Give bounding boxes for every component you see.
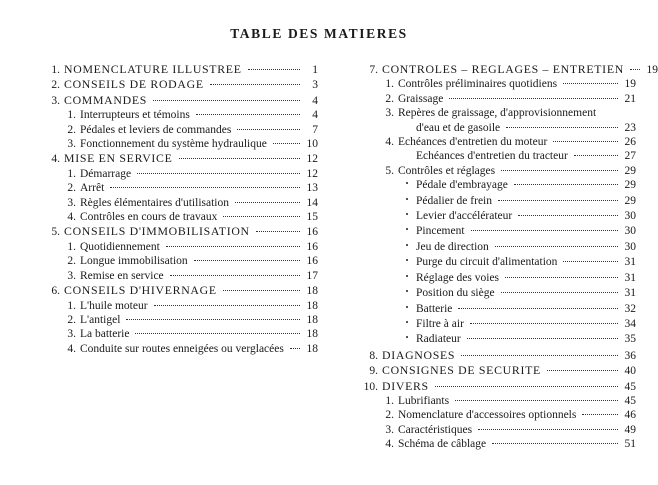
toc-entry-label: Echéances d'entretien du tracteur bbox=[416, 150, 568, 163]
toc-entry-page: 31 bbox=[624, 287, 636, 300]
toc-entry[interactable] bbox=[336, 149, 636, 163]
toc-entry-page: 34 bbox=[624, 317, 636, 330]
toc-entry-page: 40 bbox=[624, 365, 636, 378]
toc-entry-label: Remise en service bbox=[80, 269, 164, 282]
toc-leader-dots bbox=[154, 304, 300, 306]
toc-entry-number: • bbox=[405, 210, 409, 220]
toc-entry[interactable] bbox=[18, 77, 318, 92]
toc-entry-label: Contrôles préliminaires quotidiens bbox=[398, 78, 558, 91]
toc-entry-number: 1. bbox=[67, 167, 76, 180]
toc-entry-label: Pincement bbox=[416, 225, 465, 238]
toc-entry-page: 29 bbox=[624, 194, 636, 207]
toc-entry[interactable] bbox=[18, 93, 318, 108]
toc-entry-page: 18 bbox=[306, 285, 318, 298]
toc-entry-number: 4. bbox=[385, 438, 394, 451]
toc-leader-dots bbox=[110, 186, 300, 188]
toc-entry-number: 4. bbox=[51, 153, 60, 166]
toc-entry-page: 12 bbox=[306, 153, 318, 166]
toc-entry-page: 18 bbox=[306, 342, 318, 355]
toc-entry-label: Caractéristiques bbox=[398, 423, 473, 436]
toc-entry-page: 27 bbox=[624, 150, 636, 163]
toc-leader-dots bbox=[223, 215, 300, 217]
toc-leader-dots bbox=[498, 199, 618, 201]
toc-entry-label: DIVERS bbox=[382, 378, 429, 393]
toc-entry-page: 45 bbox=[624, 394, 636, 407]
toc-entry-page: 19 bbox=[624, 78, 636, 91]
toc-column-right bbox=[336, 62, 658, 452]
toc-leader-dots bbox=[582, 413, 618, 415]
toc-entry[interactable] bbox=[18, 283, 318, 298]
toc-entry-label: L'antigel bbox=[80, 313, 121, 326]
toc-entry[interactable] bbox=[18, 224, 318, 239]
toc-leader-dots bbox=[455, 399, 618, 401]
toc-entry-label: Règles élémentaires d'utilisation bbox=[80, 196, 229, 209]
toc-entry[interactable] bbox=[336, 62, 658, 77]
toc-entry-page: 29 bbox=[624, 179, 636, 192]
toc-entry-number: 5. bbox=[51, 226, 60, 239]
toc-entry-label: Echéances d'entretien du moteur bbox=[398, 136, 548, 149]
toc-entry-page: 18 bbox=[306, 299, 318, 312]
toc-entry-number: 4. bbox=[67, 342, 76, 355]
toc-leader-dots bbox=[166, 245, 300, 247]
toc-entry-number: • bbox=[405, 179, 409, 189]
toc-entry-label: Radiateur bbox=[416, 333, 461, 346]
toc-leader-dots bbox=[273, 142, 300, 144]
toc-entry-number: • bbox=[405, 225, 409, 235]
toc-entry[interactable] bbox=[336, 423, 636, 437]
toc-entry-page: 17 bbox=[306, 269, 318, 282]
toc-entry-number: 2. bbox=[51, 79, 60, 92]
toc-entry-number: 2. bbox=[385, 92, 394, 105]
toc-entry-page: 18 bbox=[306, 313, 318, 326]
toc-entry[interactable] bbox=[336, 92, 636, 106]
toc-entry-label: Contrôles et réglages bbox=[398, 164, 496, 177]
toc-entry-page: 49 bbox=[624, 423, 636, 436]
toc-leader-dots bbox=[574, 154, 618, 156]
toc-entry-page: 19 bbox=[646, 64, 658, 76]
toc-entry-number: 1. bbox=[67, 109, 76, 122]
toc-leader-dots bbox=[514, 183, 618, 185]
toc-entry-page: 14 bbox=[306, 196, 318, 209]
toc-entry-label: CONSEILS D'HIVERNAGE bbox=[64, 283, 217, 298]
toc-leader-dots bbox=[458, 307, 618, 309]
toc-entry-label: L'huile moteur bbox=[80, 299, 148, 312]
toc-entry-page: 16 bbox=[306, 240, 318, 253]
toc-leader-dots bbox=[470, 322, 618, 324]
toc-entry-page: 1 bbox=[312, 64, 318, 76]
toc-entry-page: 26 bbox=[624, 136, 636, 149]
toc-columns bbox=[18, 62, 658, 452]
toc-leader-dots bbox=[248, 68, 300, 70]
toc-entry-label: Lubrifiants bbox=[398, 394, 450, 407]
toc-leader-dots bbox=[223, 289, 300, 291]
toc-entry[interactable] bbox=[18, 342, 318, 356]
toc-entry[interactable] bbox=[336, 271, 636, 286]
toc-leader-dots bbox=[179, 157, 300, 159]
toc-entry-page: 4 bbox=[312, 94, 318, 107]
toc-entry-number: • bbox=[405, 317, 409, 327]
toc-leader-dots bbox=[563, 82, 618, 84]
toc-leader-dots bbox=[153, 99, 300, 101]
toc-entry-number: 6. bbox=[51, 285, 60, 298]
toc-leader-dots bbox=[461, 354, 618, 356]
toc-entry-label: Pédales et leviers de commandes bbox=[80, 123, 232, 136]
toc-leader-dots bbox=[126, 318, 300, 320]
toc-entry-page: 45 bbox=[624, 380, 636, 393]
toc-entry-page: 51 bbox=[624, 438, 636, 451]
toc-entry[interactable] bbox=[18, 181, 318, 195]
toc-entry-number: 10. bbox=[363, 380, 378, 393]
toc-leader-dots bbox=[630, 68, 640, 70]
toc-entry-label: Repères de graissage, d'approvisionnement bbox=[398, 107, 597, 120]
toc-entry-number: 2. bbox=[67, 123, 76, 136]
toc-entry-label: La batterie bbox=[80, 328, 130, 341]
toc-entry-number: • bbox=[405, 271, 409, 281]
toc-entry-number: • bbox=[405, 302, 409, 312]
toc-entry[interactable] bbox=[18, 62, 318, 77]
toc-entry-label: MISE EN SERVICE bbox=[64, 151, 173, 166]
toc-entry-page: 13 bbox=[306, 182, 318, 195]
toc-entry[interactable] bbox=[336, 209, 636, 224]
toc-entry-label: Conduite sur routes enneigées ou verglacées bbox=[80, 342, 284, 355]
toc-entry[interactable] bbox=[18, 123, 318, 137]
toc-entry[interactable] bbox=[336, 224, 636, 239]
toc-entry-page: 35 bbox=[624, 333, 636, 346]
toc-entry-number: 2. bbox=[67, 255, 76, 268]
toc-entry[interactable] bbox=[336, 363, 636, 378]
toc-entry[interactable] bbox=[336, 106, 636, 120]
toc-entry-label: DIAGNOSES bbox=[382, 347, 456, 362]
toc-leader-dots bbox=[478, 428, 618, 430]
toc-leader-dots bbox=[137, 172, 300, 174]
toc-entry-label: CONSIGNES DE SECURITE bbox=[382, 363, 541, 378]
toc-entry[interactable] bbox=[18, 210, 318, 224]
toc-leader-dots bbox=[290, 347, 300, 349]
toc-entry[interactable] bbox=[18, 137, 318, 151]
toc-entry[interactable] bbox=[336, 379, 636, 394]
toc-entry-number: 3. bbox=[67, 196, 76, 209]
toc-entry-page: 30 bbox=[624, 225, 636, 238]
toc-entry-number: 3. bbox=[67, 138, 76, 151]
toc-leader-dots bbox=[563, 260, 618, 262]
toc-leader-dots bbox=[501, 291, 618, 293]
toc-entry[interactable] bbox=[336, 348, 636, 363]
toc-leader-dots bbox=[471, 229, 618, 231]
toc-entry-label: Arrêt bbox=[80, 182, 105, 195]
toc-entry[interactable] bbox=[18, 313, 318, 327]
toc-entry-number: 1. bbox=[385, 394, 394, 407]
toc-entry-label: Pédalier de frein bbox=[416, 194, 492, 207]
toc-entry-label: Purge du circuit d'alimentation bbox=[416, 256, 558, 269]
toc-entry-label: Batterie bbox=[416, 302, 453, 315]
toc-entry-page: 46 bbox=[624, 409, 636, 422]
toc-leader-dots bbox=[495, 245, 618, 247]
toc-leader-dots bbox=[135, 332, 300, 334]
toc-entry-page: 7 bbox=[312, 123, 318, 136]
toc-leader-dots bbox=[196, 113, 300, 115]
toc-entry-page: 36 bbox=[624, 349, 636, 362]
toc-entry-page: 16 bbox=[306, 255, 318, 268]
toc-entry-label: Schéma de câblage bbox=[398, 438, 487, 451]
toc-entry[interactable] bbox=[336, 194, 636, 209]
toc-entry-page: 15 bbox=[306, 211, 318, 224]
toc-entry[interactable] bbox=[18, 269, 318, 283]
toc-leader-dots bbox=[170, 274, 300, 276]
toc-leader-dots bbox=[256, 230, 300, 232]
toc-entry-label: Nomenclature d'accessoires optionnels bbox=[398, 409, 577, 422]
toc-entry-number: 2. bbox=[67, 182, 76, 195]
toc-leader-dots bbox=[237, 128, 300, 130]
toc-entry-page: 18 bbox=[306, 328, 318, 341]
toc-leader-dots bbox=[518, 214, 618, 216]
toc-leader-dots bbox=[506, 126, 618, 128]
toc-entry-label: COMMANDES bbox=[64, 92, 147, 107]
toc-entry-page: 31 bbox=[624, 256, 636, 269]
toc-leader-dots bbox=[547, 369, 618, 371]
toc-leader-dots bbox=[449, 97, 618, 99]
toc-leader-dots bbox=[492, 442, 618, 444]
toc-entry-label: Démarrage bbox=[80, 167, 132, 180]
toc-entry[interactable] bbox=[336, 255, 636, 270]
toc-entry-number: 2. bbox=[67, 313, 76, 326]
toc-leader-dots bbox=[467, 337, 618, 339]
toc-entry-label: Longue immobilisation bbox=[80, 255, 188, 268]
toc-entry[interactable] bbox=[336, 317, 636, 332]
toc-entry-label: Jeu de direction bbox=[416, 240, 489, 253]
toc-entry[interactable] bbox=[18, 254, 318, 268]
toc-entry-number: 1. bbox=[385, 78, 394, 91]
toc-leader-dots bbox=[194, 259, 300, 261]
page-title: TABLE DES MATIERES bbox=[230, 26, 408, 41]
toc-entry[interactable] bbox=[336, 286, 636, 301]
toc-entry[interactable] bbox=[336, 408, 636, 422]
toc-entry-number: 2. bbox=[385, 409, 394, 422]
toc-entry[interactable] bbox=[18, 167, 318, 181]
toc-entry-number: 3. bbox=[385, 423, 394, 436]
toc-entry-number: 3. bbox=[67, 328, 76, 341]
toc-entry-label: Position du siège bbox=[416, 287, 495, 300]
toc-entry-label: CONTROLES – REGLAGES – ENTRETIEN bbox=[382, 62, 624, 76]
toc-entry[interactable] bbox=[336, 121, 636, 135]
toc-entry-page: 32 bbox=[624, 302, 636, 315]
toc-entry[interactable] bbox=[336, 437, 636, 451]
toc-entry-number: 3. bbox=[67, 269, 76, 282]
toc-entry-number: 4. bbox=[67, 211, 76, 224]
toc-entry-label: Interrupteurs et témoins bbox=[80, 109, 190, 122]
toc-entry-label: CONSEILS DE RODAGE bbox=[64, 77, 204, 92]
toc-entry-number: 3. bbox=[51, 94, 60, 107]
toc-entry-number: • bbox=[405, 287, 409, 297]
toc-entry-number: 1. bbox=[51, 64, 60, 76]
toc-entry-label: Fonctionnement du système hydraulique bbox=[80, 138, 267, 151]
toc-entry[interactable] bbox=[336, 77, 636, 91]
toc-entry-page: 21 bbox=[624, 92, 636, 105]
toc-entry-number: • bbox=[405, 194, 409, 204]
toc-entry-page: 31 bbox=[624, 271, 636, 284]
toc-entry[interactable] bbox=[336, 164, 636, 178]
toc-entry-number: 9. bbox=[369, 365, 378, 378]
toc-entry-label: Graissage bbox=[398, 92, 444, 105]
toc-leader-dots bbox=[435, 385, 618, 387]
toc-entry[interactable] bbox=[18, 240, 318, 254]
toc-entry-page: 23 bbox=[624, 121, 636, 134]
toc-entry-page: 30 bbox=[624, 240, 636, 253]
toc-entry-label: CONSEILS D'IMMOBILISATION bbox=[64, 224, 250, 239]
toc-entry-page: 4 bbox=[312, 109, 318, 122]
toc-entry-label: Levier d'accélérateur bbox=[416, 210, 513, 223]
toc-leader-dots bbox=[501, 169, 618, 171]
toc-entry-number: 1. bbox=[67, 240, 76, 253]
toc-leader-dots bbox=[505, 276, 618, 278]
toc-entry-label: d'eau et de gasoile bbox=[416, 121, 501, 134]
toc-entry-page: 16 bbox=[306, 226, 318, 239]
toc-entry-page: 12 bbox=[306, 167, 318, 180]
toc-entry-number: 8. bbox=[369, 349, 378, 362]
toc-entry-page: 10 bbox=[306, 138, 318, 151]
toc-entry-label: Réglage des voies bbox=[416, 271, 500, 284]
toc-entry-label: Filtre à air bbox=[416, 317, 464, 330]
toc-entry[interactable] bbox=[336, 240, 636, 255]
toc-entry-number: • bbox=[405, 256, 409, 266]
toc-entry-number: 5. bbox=[385, 164, 394, 177]
toc-entry[interactable] bbox=[336, 135, 636, 149]
toc-leader-dots bbox=[553, 140, 618, 142]
toc-entry[interactable] bbox=[336, 332, 636, 347]
toc-entry-page: 29 bbox=[624, 164, 636, 177]
toc-column-left bbox=[18, 62, 318, 356]
toc-entry-number: • bbox=[405, 240, 409, 250]
toc-entry[interactable] bbox=[18, 327, 318, 341]
toc-entry-label: Quotidiennement bbox=[80, 240, 160, 253]
toc-entry[interactable] bbox=[18, 151, 318, 166]
toc-entry-number: 1. bbox=[67, 299, 76, 312]
toc-entry[interactable] bbox=[18, 108, 318, 122]
toc-entry-page: 30 bbox=[624, 210, 636, 223]
toc-entry-label: Pédale d'embrayage bbox=[416, 179, 508, 192]
toc-entry-number: • bbox=[405, 333, 409, 343]
toc-leader-dots bbox=[235, 201, 300, 203]
toc-entry[interactable] bbox=[336, 178, 636, 193]
toc-entry[interactable] bbox=[18, 299, 318, 313]
toc-entry-number: 7. bbox=[369, 64, 378, 76]
toc-entry[interactable] bbox=[336, 302, 636, 317]
toc-entry[interactable] bbox=[18, 196, 318, 210]
toc-leader-dots bbox=[210, 83, 300, 85]
toc-entry[interactable] bbox=[336, 394, 636, 408]
toc-entry-number: 3. bbox=[385, 107, 394, 120]
toc-entry-page: 3 bbox=[312, 79, 318, 92]
toc-entry-label: Contrôles en cours de travaux bbox=[80, 211, 218, 224]
toc-entry-label: NOMENCLATURE ILLUSTREE bbox=[64, 62, 242, 76]
toc-entry-number: 4. bbox=[385, 136, 394, 149]
